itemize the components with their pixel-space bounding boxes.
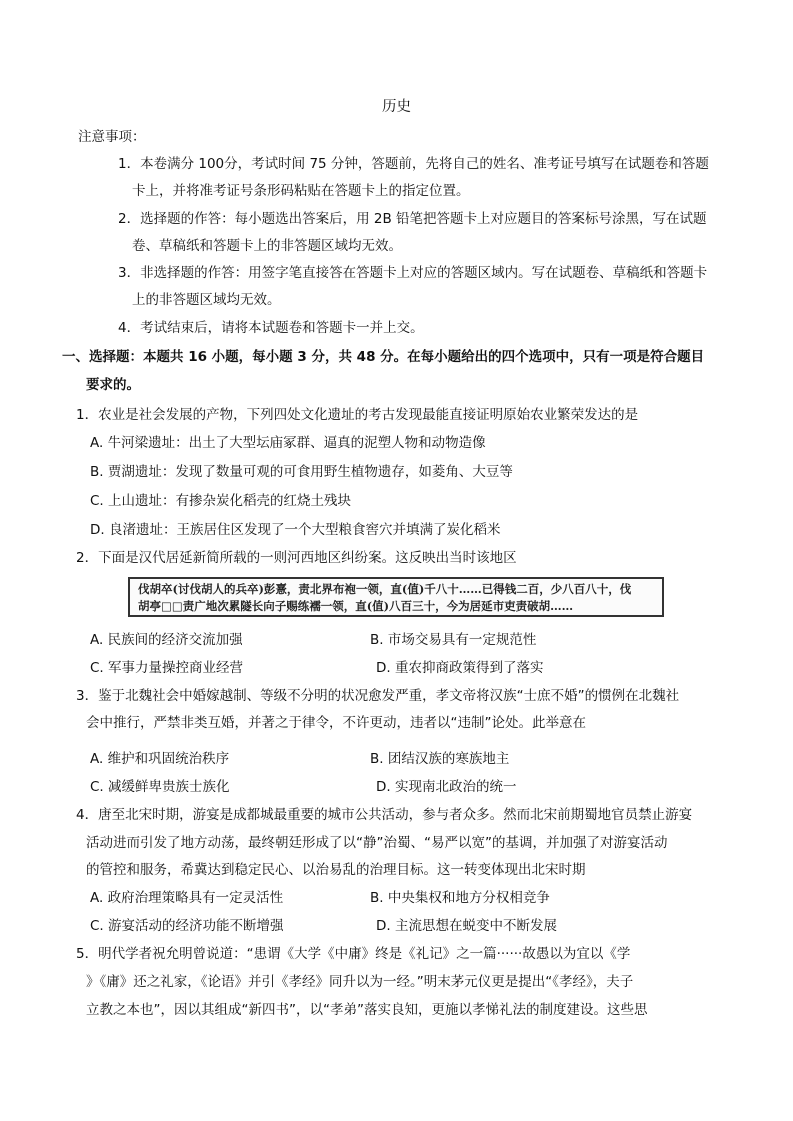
question-1-option-c: C. 上山遗址：有掺杂炭化稻壳的红烧土残块 — [90, 493, 352, 509]
question-3-option-a: A. 维护和巩固统治秩序 — [90, 751, 230, 767]
question-1-stem: 1．农业是社会发展的产物，下列四处文化遗址的考古发现最能直接证明原始农业繁荣发达的是 — [76, 407, 639, 423]
question-2-option-c: C. 军事力量操控商业经营 — [90, 660, 244, 676]
question-2-option-a: A. 民族间的经济交流加强 — [90, 632, 243, 648]
question-1-option-b: B. 贾湖遗址：发现了数量可观的可食用野生植物遗存，如菱角、大豆等 — [90, 464, 513, 480]
question-5-stem-cont-2: 立教之本也”，因以其组成“新四书”，以“孝弟”落实良知，更施以孝悌礼法的制度建设。这些思 — [86, 1002, 648, 1018]
question-4-stem-cont-2: 的管控和服务，希冀达到稳定民心、以治易乱的治理目标。这一转变体现出北宋时期 — [86, 862, 586, 878]
notice-item-3-cont: 上的非答题区域均无效。 — [132, 292, 281, 308]
notice-item-3: 3．非选择题的作答：用签字笔直接答在答题卡上对应的答题区域内。写在试题卷、草稿纸和答题卡 — [118, 265, 708, 281]
notice-item-4: 4．考试结束后，请将本试题卷和答题卡一并上交。 — [118, 320, 424, 336]
notice-item-1: 1．本卷满分 100分，考试时间 75 分钟，答题前，先将自己的姓名、准考证号填写在试题卷和答题 — [118, 156, 709, 172]
section-heading-cont: 要求的。 — [86, 377, 140, 393]
notice-item-2-cont: 卷、草稿纸和答题卡上的非答题区域均无效。 — [132, 238, 402, 254]
question-2-option-b: B. 市场交易具有一定规范性 — [370, 632, 537, 648]
question-4-stem: 4．唐至北宋时期，游宴是成都城最重要的城市公共活动，参与者众多。然而北宋前期蜀地官员禁止游宴 — [76, 807, 693, 823]
question-5-stem: 5．明代学者祝允明曾说道：“患谓《大学《中庸》终是《礼记》之一篇······故愚以为宜以《学 — [76, 946, 631, 962]
bamboo-slip-inscription — [128, 577, 664, 617]
notice-heading: 注意事项： — [78, 129, 146, 145]
inscription-line-1: 伐胡卒(讨伐胡人的兵卒)彭憙，责北界布袍一领，直(值)千八十……已得钱二百，少八百八十，伐 — [138, 582, 632, 596]
question-1-option-a: A. 牛河梁遗址：出土了大型坛庙冢群、逼真的泥塑人物和动物造像 — [90, 435, 486, 451]
page-title: 历史 — [382, 99, 411, 115]
question-3-stem-cont: 会中推行，严禁非类互婚，并著之于律令，不许更动，违者以“违制”论处。此举意在 — [86, 715, 586, 731]
question-3-option-c: C. 减缓鲜卑贵族士族化 — [90, 779, 230, 795]
notice-item-1-cont: 卡上，并将准考证号条形码粘贴在答题卡上的指定位置。 — [132, 183, 470, 199]
question-4-option-c: C. 游宴活动的经济功能不断增强 — [90, 918, 284, 934]
section-heading: 一、选择题：本题共 16 小题，每小题 3 分，共 48 分。在每小题给出的四个选项中，只有一项是符合题目 — [62, 349, 705, 365]
question-2-option-d: D. 重农抑商政策得到了落实 — [376, 660, 544, 676]
notice-item-2: 2．选择题的作答：每小题选出答案后，用 2B 铅笔把答题卡上对应题目的答案标号涂黑，写在试题 — [118, 211, 707, 227]
question-4-option-d: D. 主流思想在蜕变中不断发展 — [376, 918, 557, 934]
question-2-stem: 2．下面是汉代居延新简所载的一则河西地区纠纷案。这反映出当时该地区 — [76, 550, 517, 566]
question-4-option-b: B. 中央集权和地方分权相竞争 — [370, 890, 550, 906]
question-5-stem-cont-1: 》《庸》还之礼家，《论语》并引《孝经》同升以为一经。”明末茅元仪更是提出“《孝经》，夫子 — [86, 974, 634, 990]
question-4-stem-cont-1: 活动进而引发了地方动荡，最终朝廷形成了以“静”治蜀、“易严以宽”的基调，并加强了对游宴活动 — [86, 835, 668, 851]
question-3-option-b: B. 团结汉族的寒族地主 — [370, 751, 510, 767]
question-1-option-d: D. 良渚遗址：王族居住区发现了一个大型粮食窖穴并填满了炭化稻米 — [90, 522, 501, 538]
question-4-option-a: A. 政府治理策略具有一定灵活性 — [90, 890, 284, 906]
inscription-line-2: 胡亭□□责广地次累隧长向子赐练襦一领，直(值)八百三十，今为居延市吏责破胡…… — [138, 599, 574, 613]
question-3-stem: 3．鉴于北魏社会中婚嫁越制、等级不分明的状况愈发严重，孝文帝将汉族“士庶不婚”的惯例在北魏社 — [76, 688, 680, 704]
question-3-option-d: D. 实现南北政治的统一 — [376, 779, 517, 795]
